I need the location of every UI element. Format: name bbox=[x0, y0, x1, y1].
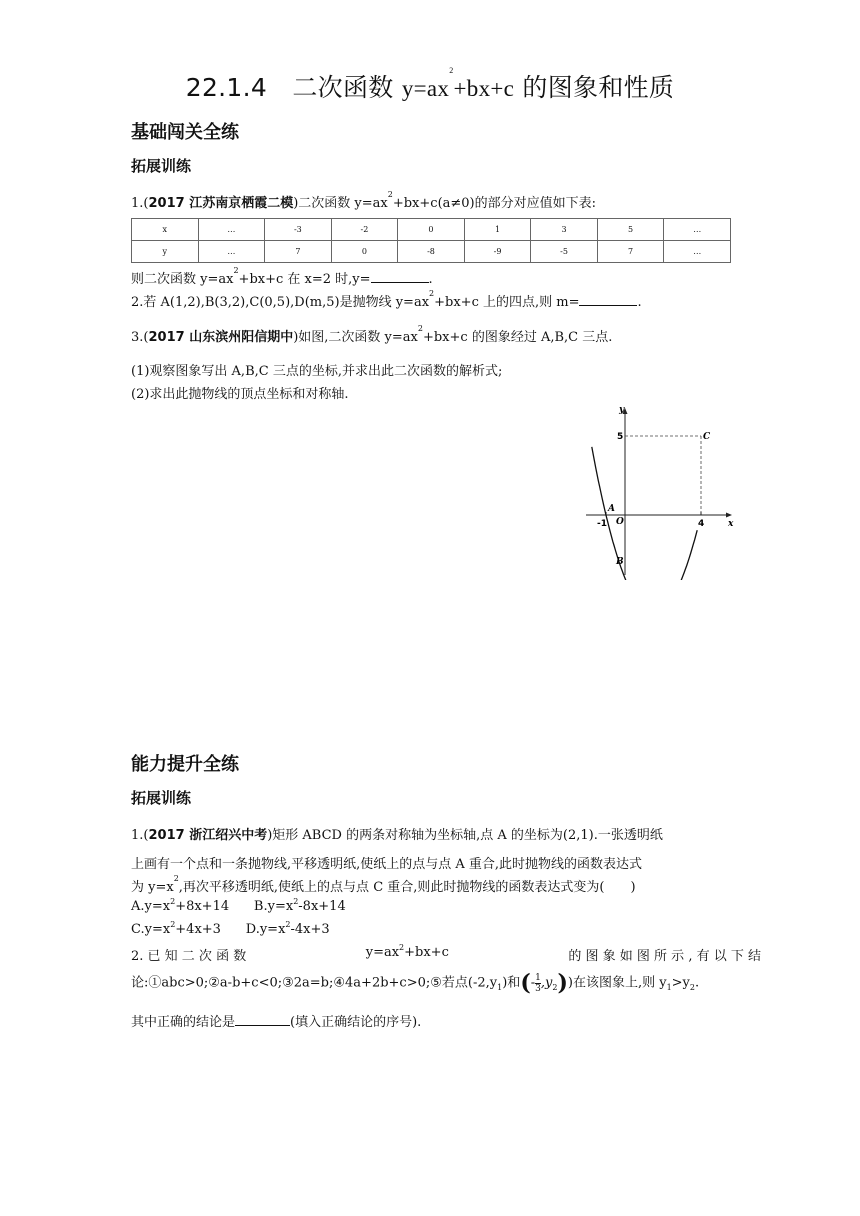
y-axis-label: y bbox=[619, 405, 625, 415]
q1-year: 2017 bbox=[148, 196, 190, 211]
p2-line3-part-a: 其中正确的结论是 bbox=[131, 1015, 236, 1030]
p2-sub-2: 2 bbox=[552, 983, 558, 993]
table-cell: 1 bbox=[464, 219, 531, 241]
option-d[interactable]: $D.y=x^2-4x+3$ bbox=[245, 920, 330, 937]
page-title bbox=[0, 68, 860, 104]
problem-1-line-1 bbox=[131, 824, 663, 843]
question-1-ask: 则二次函数 $y=ax^2+bx+c$ 在 x=2 时,y= . bbox=[131, 266, 433, 287]
title-prefix: 22.1.4 二次函数 bbox=[185, 73, 402, 102]
point-a-label: A bbox=[608, 504, 615, 514]
p2-line2-part-c: ,y bbox=[540, 975, 553, 991]
table-cell: 0 bbox=[398, 219, 465, 241]
title-equation: $y=ax^2+bx+c$ bbox=[401, 66, 515, 101]
problem-2-line-2 bbox=[131, 970, 699, 996]
table-cell: 3 bbox=[531, 219, 598, 241]
p2-line1-part-c: 的 图 象 如 图 所 示 , 有 以 下 结 bbox=[568, 949, 761, 964]
problem-1-line-3: 为 $y=x^2$,再次平移透明纸,使纸上的点与点 C 重合,则此时抛物线的函数表达式变为( ) bbox=[131, 874, 636, 895]
question-3-stem: 3.(2017 山东滨州阳信期中)如图,二次函数 $y=ax^2+bx+c$ 的图象经过 A,B,C 三点. bbox=[131, 324, 613, 345]
p2-sub-1: 1 bbox=[497, 983, 503, 993]
tick-label-4: 4 bbox=[698, 519, 705, 529]
table-cell: x bbox=[132, 219, 199, 241]
option-b[interactable]: $B.y=x^2-8x+14$ bbox=[253, 897, 346, 914]
p2-line2-part-d: )在该图象上,则 y bbox=[567, 975, 667, 991]
q1-end: . bbox=[428, 272, 433, 287]
title-suffix: 的图象和性质 bbox=[514, 73, 675, 102]
p2-line2-part-a: 论:①abc>0;②a-b+c<0;③2a=b;④4a+2b+c>0;⑤若点(-2,y bbox=[131, 975, 498, 991]
p1-line1-text: )矩形 ABCD 的两条对称轴为坐标轴,点 A 的坐标为(2,1).一张透明纸 bbox=[267, 828, 663, 843]
table-cell: … bbox=[198, 219, 265, 241]
p1-source: 浙江绍兴中考 bbox=[189, 828, 268, 843]
p2-line2-part-f: . bbox=[695, 975, 700, 991]
section-heading-basic: 基础闯关全练 bbox=[131, 122, 239, 143]
problem-1-options-ab bbox=[131, 899, 346, 914]
p2-line1-part-a: 2. 已 知 二 次 函 数 bbox=[131, 949, 247, 964]
p2-sub-y1: 1 bbox=[666, 983, 672, 993]
subsection-heading-extension-2: 拓展训练 bbox=[131, 789, 192, 807]
q3-number: 3.( bbox=[131, 330, 149, 345]
question-3-part-1: (1)观察图象写出 A,B,C 三点的坐标,并求出此二次函数的解析式; bbox=[131, 364, 503, 379]
p2-line2-part-e: >y bbox=[671, 975, 690, 991]
tick-label-5: 5 bbox=[617, 432, 624, 442]
option-a[interactable]: $A.y=x^2+8x+14$ bbox=[131, 897, 230, 914]
table-cell: 7 bbox=[597, 241, 664, 263]
value-table bbox=[131, 218, 731, 263]
table-cell: 7 bbox=[265, 241, 332, 263]
problem-2-line-3 bbox=[131, 1011, 421, 1030]
left-paren-icon: ( bbox=[520, 970, 531, 996]
problem-2-line-1 bbox=[131, 945, 761, 964]
p1-number: 1.( bbox=[131, 828, 149, 843]
table-cell: 5 bbox=[597, 219, 664, 241]
fraction-numerator: 1 bbox=[535, 972, 541, 983]
table-cell: -2 bbox=[331, 219, 398, 241]
right-paren-icon: ) bbox=[557, 970, 568, 996]
origin-label: O bbox=[616, 517, 624, 527]
table-cell: -9 bbox=[464, 241, 531, 263]
table-cell: -3 bbox=[265, 219, 332, 241]
subsection-heading-extension: 拓展训练 bbox=[131, 157, 192, 175]
question-3-part-2: (2)求出此抛物线的顶点坐标和对称轴. bbox=[131, 387, 349, 402]
q1-source: 江苏南京栖霞二模 bbox=[189, 196, 294, 211]
table-cell: … bbox=[664, 241, 731, 263]
minus-sign: - bbox=[530, 975, 536, 991]
p2-sub-y2: 2 bbox=[689, 983, 695, 993]
x-axis-arrow bbox=[726, 513, 732, 518]
table-cell: … bbox=[664, 219, 731, 241]
q1-number: 1.( bbox=[131, 196, 149, 211]
table-cell: 0 bbox=[331, 241, 398, 263]
table-cell: y bbox=[132, 241, 199, 263]
problem-1-line-2: 上画有一个点和一条抛物线,平移透明纸,使纸上的点与点 A 重合,此时抛物线的函数表达式 bbox=[131, 857, 643, 872]
table-row-y bbox=[132, 241, 731, 263]
section-heading-ability: 能力提升全练 bbox=[131, 754, 239, 775]
p2-line3-part-b: (填入正确结论的序号). bbox=[290, 1015, 422, 1030]
p1-year: 2017 bbox=[148, 828, 190, 843]
question-1-stem: 1.(2017 江苏南京栖霞二模)二次函数 $y=ax^2+bx+c(a\ne 0)$的部分对应值如下表: bbox=[131, 190, 597, 211]
answer-blank[interactable] bbox=[579, 293, 637, 306]
table-row-x bbox=[132, 219, 731, 241]
p2-line1-part-b: $y=ax^2+bx+c$ bbox=[365, 943, 449, 960]
answer-blank[interactable] bbox=[235, 1013, 290, 1026]
q3-source: 山东滨州阳信期中 bbox=[189, 330, 294, 345]
answer-blank[interactable] bbox=[371, 270, 429, 283]
point-c-label: C bbox=[703, 432, 711, 442]
parabola-graph bbox=[580, 400, 740, 580]
q2-end: . bbox=[637, 295, 642, 310]
q3-year: 2017 bbox=[148, 330, 190, 345]
point-b-label: B bbox=[616, 557, 624, 567]
table-cell: -5 bbox=[531, 241, 598, 263]
x-axis-label: x bbox=[728, 519, 734, 529]
tick-label-minus-1: -1 bbox=[597, 519, 607, 529]
p2-line2-part-b: )和 bbox=[502, 975, 521, 991]
table-cell: -8 bbox=[398, 241, 465, 263]
question-2: 2.若 A(1,2),B(3,2),C(0,5),D(m,5)是抛物线 $y=ax^2+bx+c$ 上的四点,则 m= . bbox=[131, 289, 642, 310]
option-c[interactable]: $C.y=x^2+4x+3$ bbox=[131, 920, 221, 937]
problem-1-options-cd bbox=[131, 922, 330, 937]
table-cell: … bbox=[198, 241, 265, 263]
fraction-denominator: 3 bbox=[535, 983, 541, 994]
